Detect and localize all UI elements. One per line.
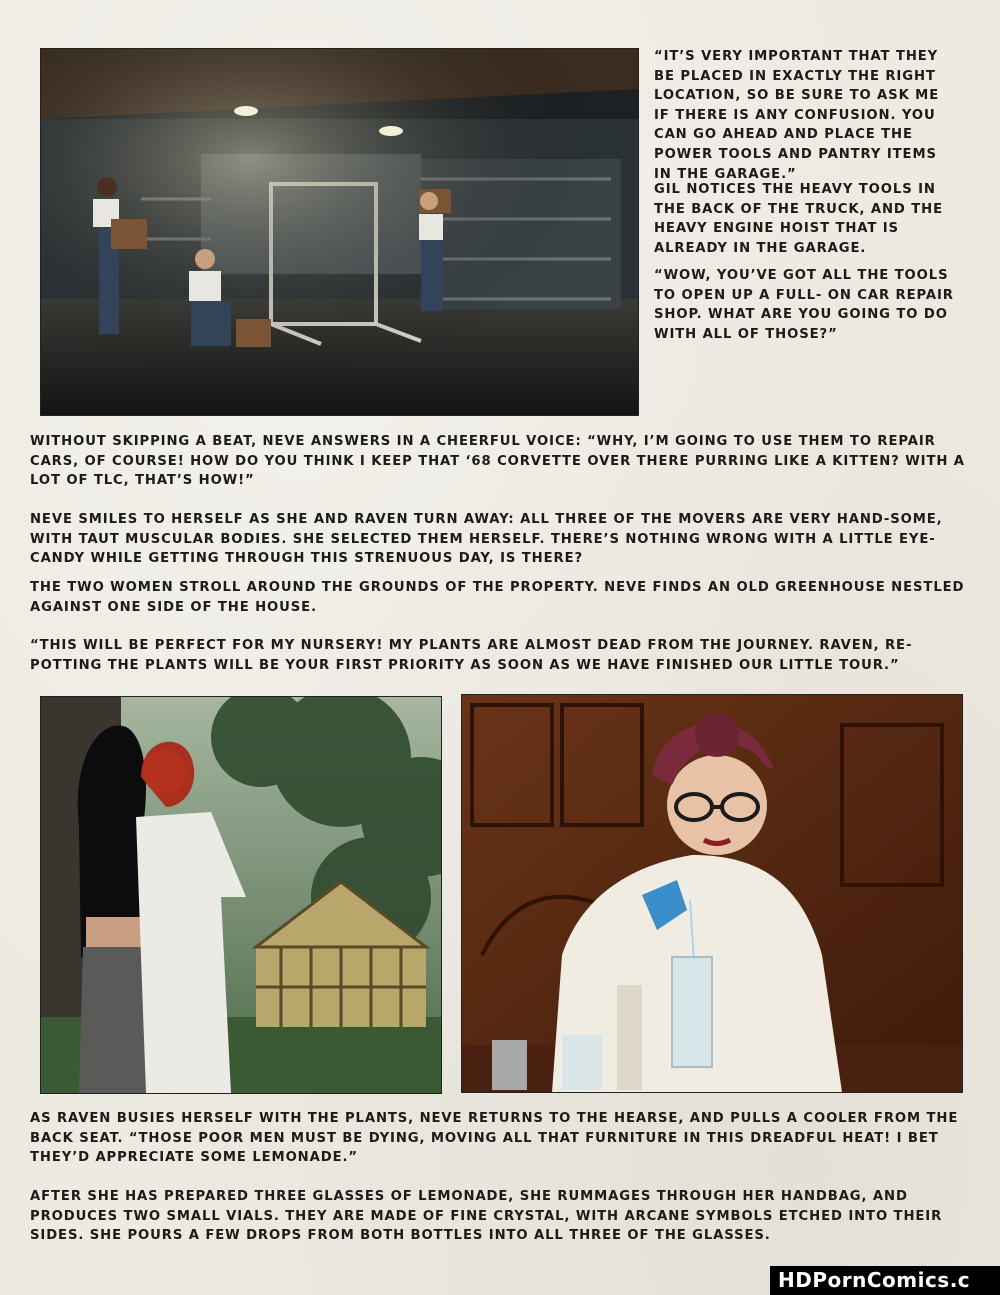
neve-answer-text: WITHOUT SKIPPING A BEAT, NEVE ANSWERS IN A CHEERFUL VOICE: “WHY, I’M GOING TO USE THEM TO REPAIR CARS, OF COURSE! HOW DO YOU THINK I KEEP THAT ‘68 CORVETTE OVER THERE PURRING LIKE A KITTEN? WITH A LOT OF TLC, THAT’S HOW!”: [30, 434, 965, 489]
garage-panel: [40, 48, 639, 416]
quote-placement-text: “IT’S VERY IMPORTANT THAT THEY BE PLACED IN EXACTLY THE RIGHT LOCATION, SO BE SURE TO ASK ME IF THERE IS ANY CONFUSION. YOU CAN GO AHEAD AND PLACE THE POWER TOOLS AND PANTRY ITEMS IN THE GARAGE.”: [654, 49, 940, 182]
raven-busies-text: AS RAVEN BUSIES HERSELF WITH THE PLANTS, NEVE RETURNS TO THE HEARSE, AND PULLS A COOLER FROM THE BACK SEAT. “THOSE POOR MEN MUST BE DYING, MOVING ALL THAT FURNITURE IN THIS DREADFUL HEAT! I BET THEY’D APPRECIATE SOME LEMONADE.”: [30, 1111, 959, 1166]
gil-notices-text: GIL NOTICES THE HEAVY TOOLS IN THE BACK OF THE TRUCK, AND THE HEAVY ENGINE HOIST THAT IS ALREADY IN THE GARAGE.: [654, 182, 943, 256]
stroll-text: THE TWO WOMEN STROLL AROUND THE GROUNDS OF THE PROPERTY. NEVE FINDS AN OLD GREENHOUSE NESTLED AGAINST ONE SIDE OF THE HOUSE.: [30, 580, 965, 615]
garage-illustration: [41, 49, 638, 415]
kitchen-panel: [461, 694, 963, 1093]
nursery-quote-text: “THIS WILL BE PERFECT FOR MY NURSERY! MY PLANTS ARE ALMOST DEAD FROM THE JOURNEY. RAVEN, RE-POTTING THE PLANTS WILL BE YOUR FIRST PRIORITY AS SOON AS WE HAVE FINISHED OUR LITTLE TOUR.”: [30, 638, 913, 673]
lemonade-text: AFTER SHE HAS PREPARED THREE GLASSES OF LEMONADE, SHE RUMMAGES THROUGH HER HANDBAG, AND PRODUCES TWO SMALL VIALS. THEY ARE MADE OF FINE CRYSTAL, WITH ARCANE SYMBOLS ETCHED INTO THEIR SIDES. SHE POURS A FEW DROPS FROM BOTH BOTTLES INTO ALL THREE OF THE GLASSES.: [30, 1189, 943, 1244]
gil-quote-text: “WOW, YOU’VE GOT ALL THE TOOLS TO OPEN UP A FULL- ON CAR REPAIR SHOP. WHAT ARE YOU GOING TO DO WITH ALL OF THOSE?”: [654, 268, 954, 342]
greenhouse-panel: [40, 696, 442, 1094]
neve-smiles-text: NEVE SMILES TO HERSELF AS SHE AND RAVEN TURN AWAY: ALL THREE OF THE MOVERS ARE VERY HAND-SOME, WITH TAUT MUSCULAR BODIES. SHE SELECTED THEM HERSELF. THERE’S NOTHING WRONG WITH A LITTLE EYE-CANDY WHILE GETTING THROUGH THIS STRENUOUS DAY, IS THERE?: [30, 512, 943, 567]
watermark-banner: HDPornComics.c: [770, 1266, 1000, 1295]
kitchen-illustration: [462, 695, 962, 1092]
greenhouse-illustration: [41, 697, 441, 1093]
